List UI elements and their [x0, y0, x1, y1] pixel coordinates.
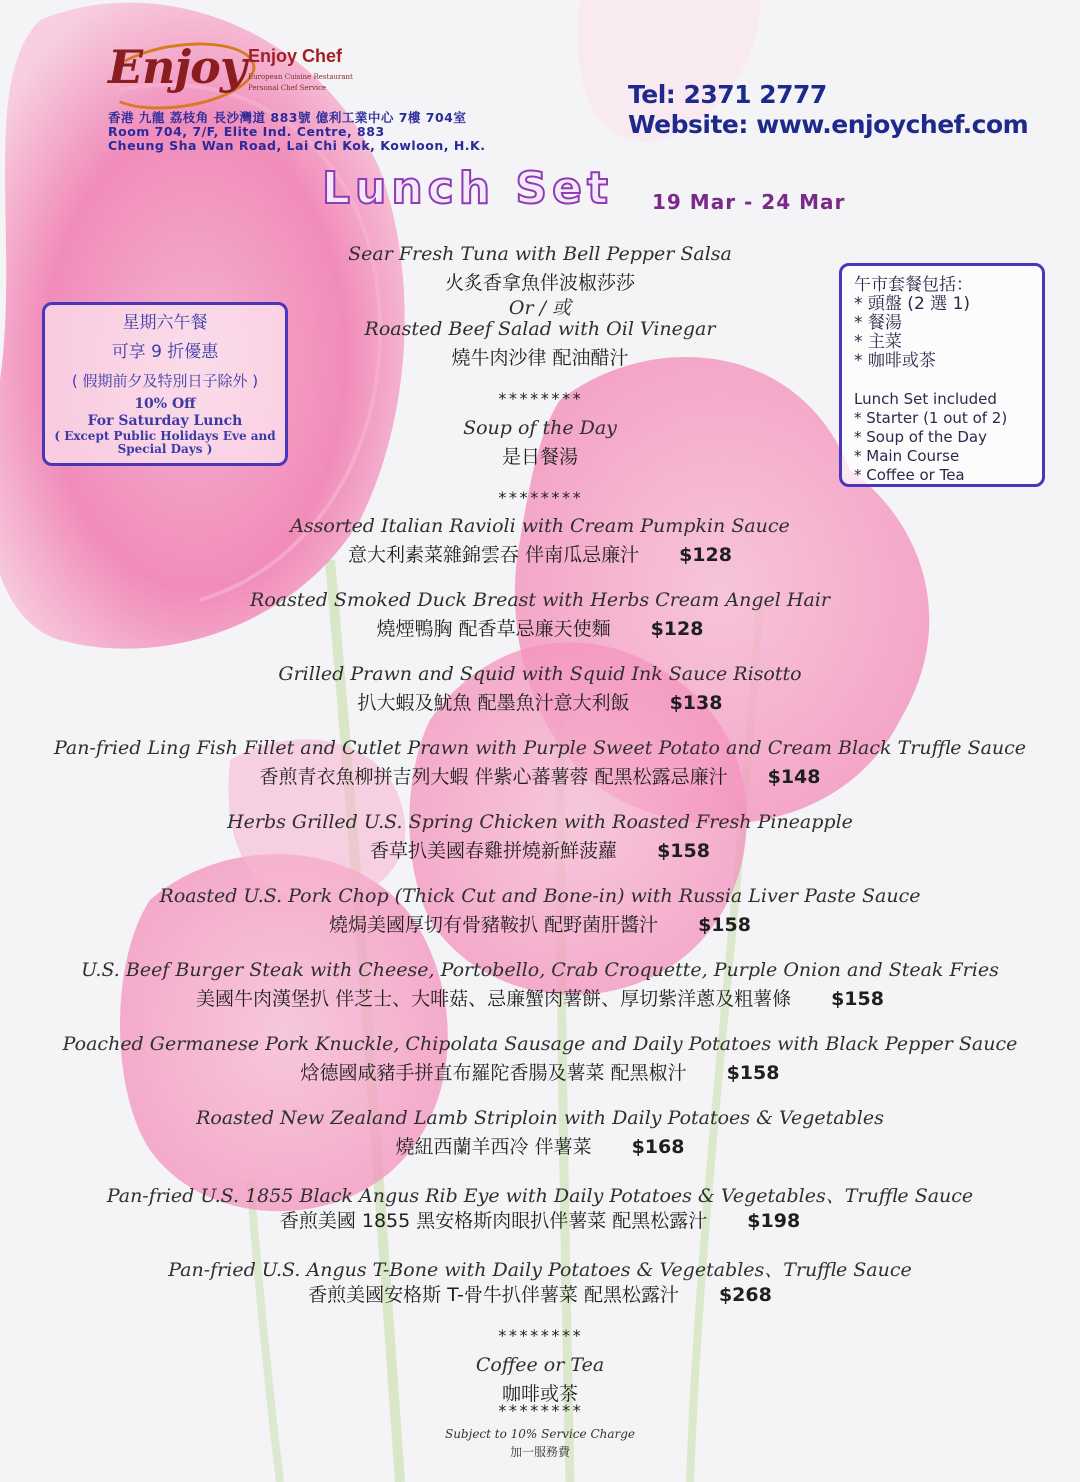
separator: ******** — [497, 389, 583, 408]
main-course-price: $148 — [767, 766, 821, 788]
main-course-cn: 香煎美國 1855 黑安格斯肉眼扒伴薯菜 配黑松露汁 — [279, 1210, 708, 1232]
includes-en-item: * Soup of the Day — [854, 428, 987, 446]
offer-en-3: ( Except Public Holidays Eve and — [54, 429, 276, 443]
includes-en-item: * Coffee or Tea — [854, 466, 965, 484]
main-course-price: $268 — [718, 1284, 772, 1306]
offer-en-4: Special Days ) — [117, 442, 213, 456]
date-range: 19 Mar - 24 Mar — [652, 190, 846, 214]
main-course-cn: 意大利素菜雜錦雲吞 伴南瓜忌廉汁 — [348, 544, 640, 566]
starter-2-cn: 燒牛肉沙律 配油醋汁 — [451, 347, 629, 369]
offer-en-2: For Saturday Lunch — [87, 413, 243, 429]
starter-2-en: Roasted Beef Salad with Oil Vinegar — [364, 318, 716, 340]
main-course-row — [0, 614, 1080, 641]
drink-en: Coffee or Tea — [475, 1354, 605, 1376]
includes-cn-item: * 餐湯 — [854, 313, 902, 333]
main-course-en: Roasted New Zealand Lamb Striploin with Daily Potatoes & Vegetables — [196, 1107, 884, 1129]
starter-or: Or / 或 — [508, 297, 572, 319]
includes-en-item: * Starter (1 out of 2) — [854, 409, 1008, 427]
address-cn: 香港 九龍 荔枝角 長沙灣道 883號 億利工業中心 7樓 704室 — [108, 110, 467, 125]
main-course-cn: 香煎美國安格斯 T-骨牛扒伴薯菜 配黑松露汁 — [308, 1284, 679, 1306]
soup-cn: 是日餐湯 — [501, 446, 578, 468]
offer-cn-2: 可享 9 折優惠 — [111, 342, 219, 362]
includes-cn-item: * 主菜 — [854, 332, 902, 352]
service-charge-en: Subject to 10% Service Charge — [444, 1427, 636, 1441]
main-course-row — [0, 1132, 1080, 1159]
main-course-cn: 燒焗美國厚切有骨豬鞍扒 配野菌肝醬汁 — [329, 914, 659, 936]
main-course-row — [0, 1206, 1080, 1233]
address-en-1: Room 704, 7/F, Elite Ind. Centre, 883 — [108, 124, 385, 139]
main-course-cn: 燒紐西蘭羊西冷 伴薯菜 — [395, 1136, 592, 1158]
includes-cn-title: 午市套餐包括： — [854, 275, 973, 295]
main-course-price: $198 — [747, 1210, 801, 1232]
main-course-cn: 香煎青衣魚柳拼吉列大蝦 伴紫心蕃薯蓉 配黑松露忌廉汁 — [259, 766, 728, 788]
main-course-en: U.S. Beef Burger Steak with Cheese, Portobello, Crab Croquette, Purple Onion and Steak Fries — [81, 959, 999, 981]
main-course-price: $128 — [650, 618, 704, 640]
main-course-en: Assorted Italian Ravioli with Cream Pumpkin Sauce — [290, 515, 790, 537]
main-course-en: Grilled Prawn and Squid with Squid Ink Sauce Risotto — [278, 663, 802, 685]
separator: ******** — [497, 1326, 583, 1345]
contact-info — [628, 80, 1028, 140]
main-course-row — [0, 688, 1080, 715]
main-course-row — [0, 836, 1080, 863]
address-en-2: Cheung Sha Wan Road, Lai Chi Kok, Kowloon, H.K. — [108, 138, 486, 153]
telephone: Tel: 2371 2777 — [628, 80, 827, 109]
brand-logo — [108, 38, 368, 108]
main-course-en: Poached Germanese Pork Knuckle, Chipolata Sausage and Daily Potatoes with Black Pepper Sauce — [62, 1033, 1018, 1055]
separator: ******** — [497, 488, 583, 507]
main-course-cn: 美國牛肉漢堡扒 伴芝士、大啡菇、忌廉蟹肉薯餅、厚切紫洋蔥及粗薯條 — [196, 988, 792, 1010]
main-course-cn: 燒煙鴨胸 配香草忌廉天使麵 — [376, 618, 611, 640]
main-course-row — [0, 910, 1080, 937]
main-course-price: $158 — [726, 1062, 780, 1084]
main-course-price: $138 — [669, 692, 723, 714]
offer-cn-1: 星期六午餐 — [122, 313, 208, 333]
main-course-row — [0, 1280, 1080, 1307]
main-course-en: Pan-fried Ling Fish Fillet and Cutlet Prawn with Purple Sweet Potato and Cream Black Truffle Sauce — [53, 737, 1027, 759]
separator: ******** — [497, 1401, 583, 1420]
main-course-price: $158 — [831, 988, 884, 1010]
brand-subtitle: European Cuisine Restaurant Personal Chef Service — [248, 73, 353, 92]
main-course-en: Pan-fried U.S. 1855 Black Angus Rib Eye with Daily Potatoes & Vegetables、Truffle Sauce — [106, 1185, 974, 1207]
main-course-en: Roasted U.S. Pork Chop (Thick Cut and Bone-in) with Russia Liver Paste Sauce — [159, 885, 921, 907]
includes-en-title: Lunch Set included — [854, 390, 997, 408]
soup-en: Soup of the Day — [463, 417, 617, 439]
main-course-cn: 香草扒美國春雞拼燒新鮮菠蘿 — [370, 840, 618, 862]
main-course-row — [0, 984, 1080, 1011]
main-course-row — [0, 1058, 1080, 1085]
main-course-price: $168 — [631, 1136, 685, 1158]
address — [108, 111, 485, 153]
starter-1-en: Sear Fresh Tuna with Bell Pepper Salsa — [348, 243, 732, 265]
main-course-price: $158 — [698, 914, 751, 936]
main-course-price: $128 — [679, 544, 732, 566]
service-charge-cn: 加一服務費 — [509, 1445, 570, 1459]
drink-cn: 咖啡或茶 — [501, 1383, 578, 1405]
main-course-en: Roasted Smoked Duck Breast with Herbs Cream Angel Hair — [250, 589, 830, 611]
includes-cn-item: * 咖啡或茶 — [854, 351, 936, 371]
main-course-row — [0, 762, 1080, 789]
includes-en-item: * Main Course — [854, 447, 960, 465]
main-course-en: Herbs Grilled U.S. Spring Chicken with Roasted Fresh Pineapple — [227, 811, 853, 833]
main-course-row — [0, 540, 1080, 567]
starter-1-cn: 火炙香拿魚伴波椒莎莎 — [444, 272, 635, 294]
page-title: Lunch Set — [322, 163, 613, 214]
offer-cn-3: ( 假期前夕及特別日子除外 ) — [71, 372, 259, 390]
brand-name: Enjoy Chef — [248, 46, 343, 66]
main-course-price: $158 — [657, 840, 710, 862]
main-course-cn: 焓德國咸豬手拼直布羅陀香腸及薯菜 配黑椒汁 — [300, 1062, 687, 1084]
website-link[interactable]: Website: www.enjoychef.com — [628, 110, 1029, 139]
main-course-cn: 扒大蝦及魷魚 配墨魚汁意大利飯 — [357, 692, 630, 714]
logo-word: Enjoy — [108, 40, 246, 94]
offer-en-1: 10% Off — [134, 396, 196, 412]
main-course-en: Pan-fried U.S. Angus T-Bone with Daily Potatoes & Vegetables、Truffle Sauce — [168, 1259, 912, 1281]
includes-cn-item: * 頭盤 (2 選 1) — [854, 294, 971, 314]
